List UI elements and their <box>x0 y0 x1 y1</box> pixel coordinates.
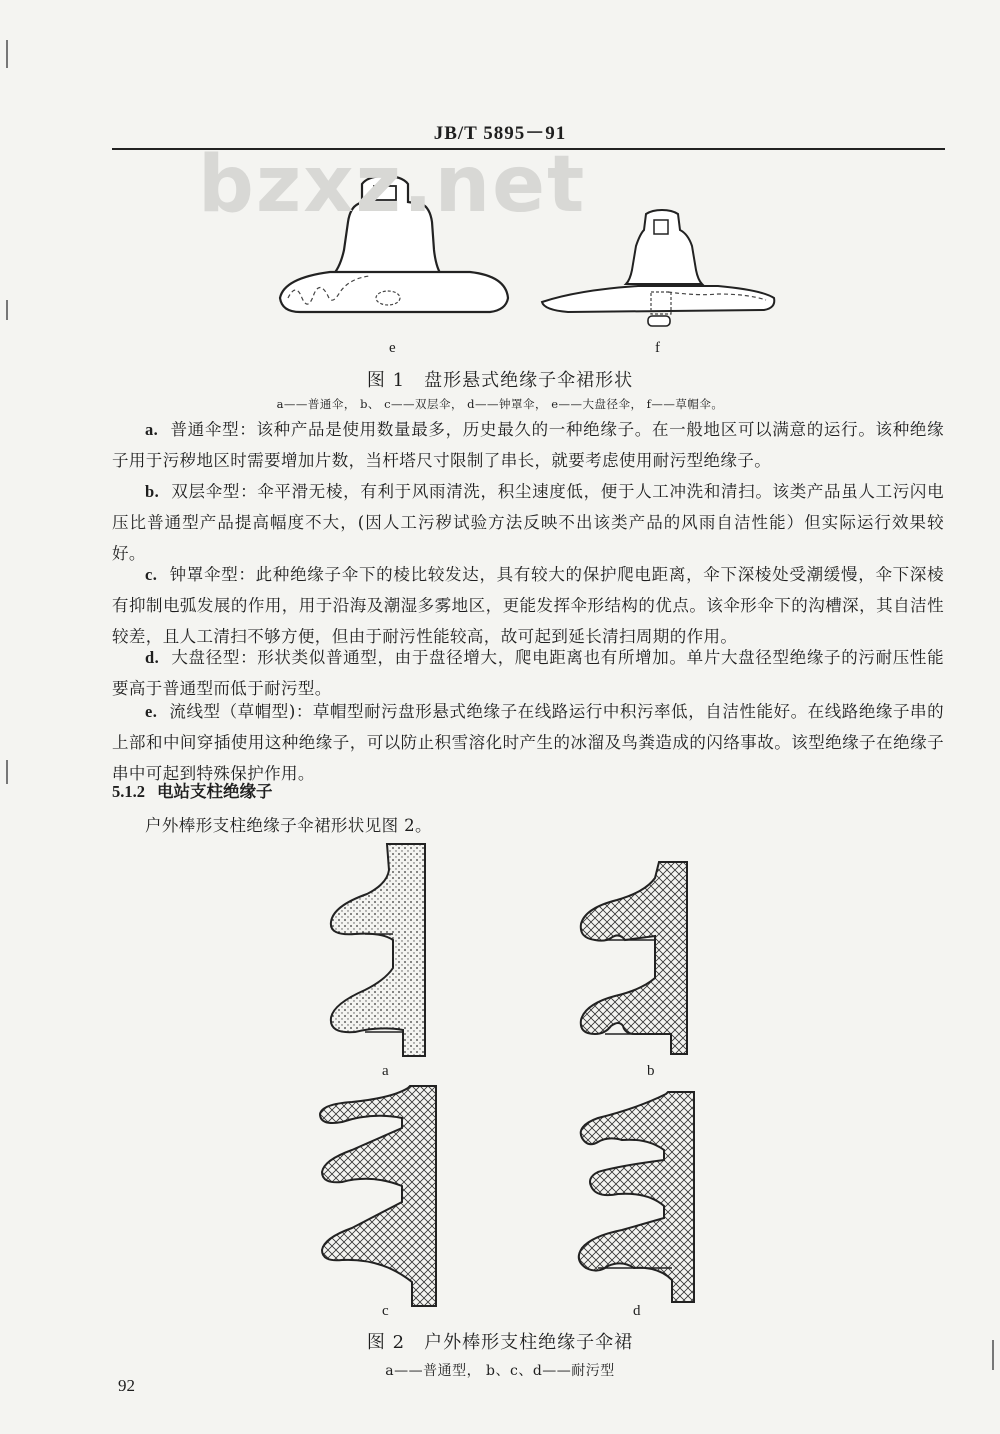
paragraph-a <box>112 414 944 476</box>
figure2-label-a: a <box>382 1063 389 1079</box>
scan-edge-mark <box>6 300 8 320</box>
section-heading <box>112 778 273 802</box>
figure2-caption: 图 2 户外棒形支柱绝缘子伞裙 <box>366 1332 634 1353</box>
figure1-caption: 图 1 盘形悬式绝缘子伞裙形状 <box>366 370 634 391</box>
paragraph-lead: d. <box>145 648 160 667</box>
paragraph-text: 大盘径型：形状类似普通型，由于盘径增大，爬电距离也有所增加。单片大盘径型绝缘子的污耐压性能要高于普通型而低于耐污型。 <box>112 648 944 698</box>
paragraph-c <box>112 559 944 652</box>
page-number: 92 <box>118 1376 135 1395</box>
figure2-label-c: c <box>382 1303 389 1319</box>
figure2-a-shed-profile <box>325 840 435 1060</box>
paragraph-lead: e. <box>145 702 158 721</box>
figure2-legend: a——普通型， b、c、d——耐污型 <box>385 1363 615 1379</box>
paragraph-text: 双层伞型：伞平滑无棱，有利于风雨清洗，积尘速度低，便于人工冲洗和清扫。该类产品虽人工污闪电压比普通型产品提高幅度不大，(因人工污秽试验方法反映不出该类产品的风雨自洁性能）但实际运行效果较好。 <box>112 482 944 563</box>
section-number: 5.1.2 <box>112 782 145 801</box>
figure2-intro-text: 户外棒形支柱绝缘子伞裙形状见图 2。 <box>145 816 432 835</box>
paragraph-lead: a. <box>145 420 159 439</box>
standard-code: JB/T 5895－91 <box>433 123 567 144</box>
scan-edge-mark <box>6 40 8 68</box>
figure2-c-shed-profile <box>312 1082 452 1310</box>
figure2-d-shed-profile <box>568 1088 708 1306</box>
figure1-label-e: e <box>389 340 396 356</box>
figure1-legend: a——普通伞， b、 c——双层伞， d——钟罩伞， e——大盘径伞， f——草帽伞。 <box>276 397 724 411</box>
paragraph-e <box>112 696 944 789</box>
section-title: 电站支柱绝缘子 <box>157 782 273 801</box>
paragraph-lead: c. <box>145 565 158 584</box>
figure1-label-f: f <box>655 340 660 356</box>
watermark-text: bzxz.net <box>198 140 587 230</box>
paragraph-text: 普通伞型：该种产品是使用数量最多，历史最久的一种绝缘子。在一般地区可以满意的运行。该种绝缘子用于污秽地区时需要增加片数，当杆塔尺寸限制了串长，就要考虑使用耐污型绝缘子。 <box>112 420 944 470</box>
figure2-label-b: b <box>647 1063 655 1079</box>
paragraph-b <box>112 476 944 569</box>
paragraph-text: 流线型（草帽型)：草帽型耐污盘形悬式绝缘子在线路运行中积污率低，自洁性能好。在线路绝缘子串的上部和中间穿插使用这种绝缘子，可以防止积雪溶化时产生的冰溜及鸟粪造成的闪络事故。该型绝缘子在绝缘子串中可起到特殊保护作用。 <box>112 702 944 783</box>
scan-edge-mark <box>6 760 8 784</box>
figure2-b-shed-profile <box>575 858 705 1058</box>
paragraph-lead: b. <box>145 482 160 501</box>
paragraph-d <box>112 642 944 704</box>
figure2-label-d: d <box>633 1303 641 1319</box>
paragraph-text: 钟罩伞型：此种绝缘子伞下的棱比较发达，具有较大的保护爬电距离，伞下深棱处受潮缓慢，伞下深棱有抑制电弧发展的作用，用于沿海及潮湿多雾地区，更能发挥伞形结构的优点。该伞形伞下的沟槽深，其自洁性较差，且人工清扫不够方便，但由于耐污性能较高，故可起到延长清扫周期的作用。 <box>112 565 944 646</box>
